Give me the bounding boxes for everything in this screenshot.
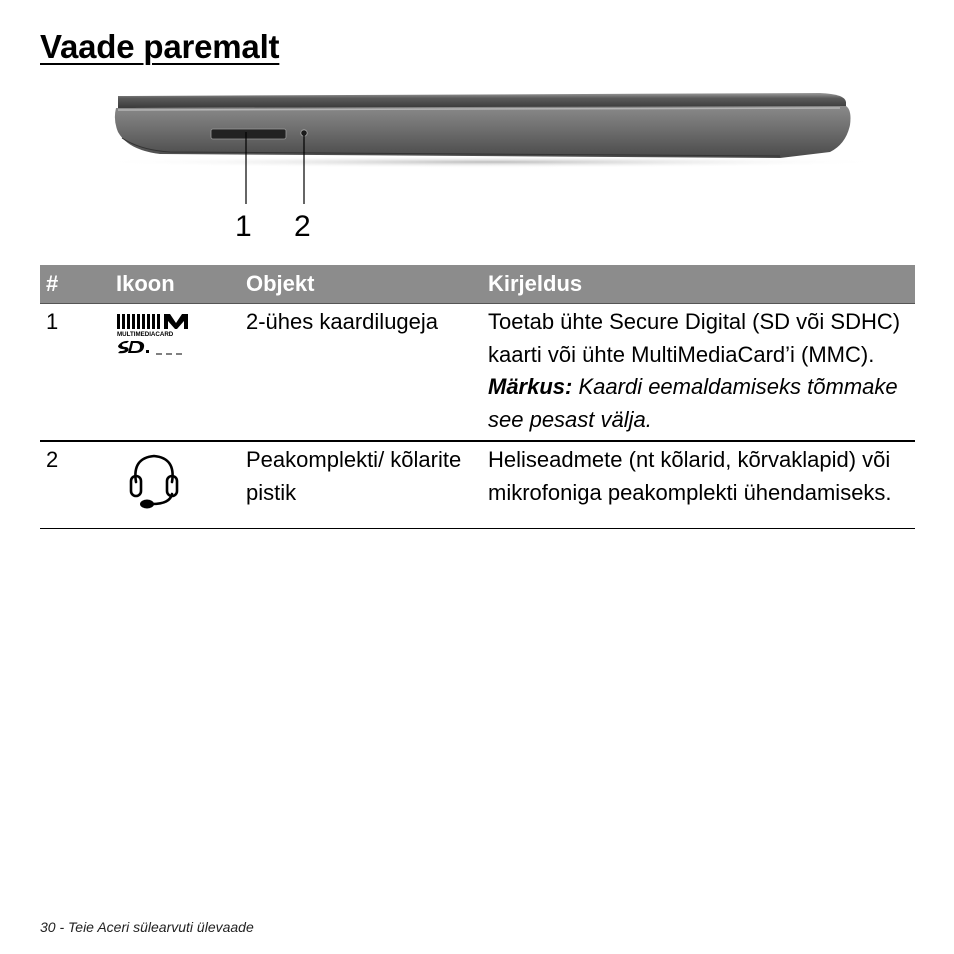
col-header-object: Objekt [240,265,482,304]
svg-text:MULTIMEDIACARD: MULTIMEDIACARD [117,331,174,338]
col-header-number: # [40,265,110,304]
note-text: Kaardi eemaldamiseks tõmmake see pesast välja. [488,374,898,432]
row-object: 2-ühes kaardilugeja [240,304,482,442]
row-icon-cell [110,441,240,528]
callout-2: 2 [294,210,311,243]
col-header-description: Kirjeldus [482,265,915,304]
table-row [40,441,915,528]
note-label: Märkus: [488,374,573,399]
col-header-icon: Ikoon [110,265,240,304]
table-header-row [40,265,915,304]
row-object: Peakomplekti/ kõlarite pistik [240,441,482,528]
row-number: 2 [40,441,110,528]
headset-icon [128,450,180,510]
row-icon-cell [110,304,240,442]
callout-1: 1 [235,210,252,243]
page-footer: 30 - Teie Aceri sülearvuti ülevaade [40,919,254,935]
table-row [40,304,915,442]
row-description [482,304,915,442]
multimediacard-sd-icon [116,312,192,356]
description-text: Toetab ühte Secure Digital (SD või SDHC) kaarti või ühte MultiMediaCard’i (MMC). [488,309,901,367]
laptop-right-side-illustration [0,80,954,255]
ports-table [40,265,915,529]
row-description: Heliseadmete (nt kõlarid, kõrvaklapid) või mikrofoniga peakomplekti ühendamiseks. [482,441,915,528]
row-number: 1 [40,304,110,442]
page-title: Vaade paremalt [40,28,280,65]
